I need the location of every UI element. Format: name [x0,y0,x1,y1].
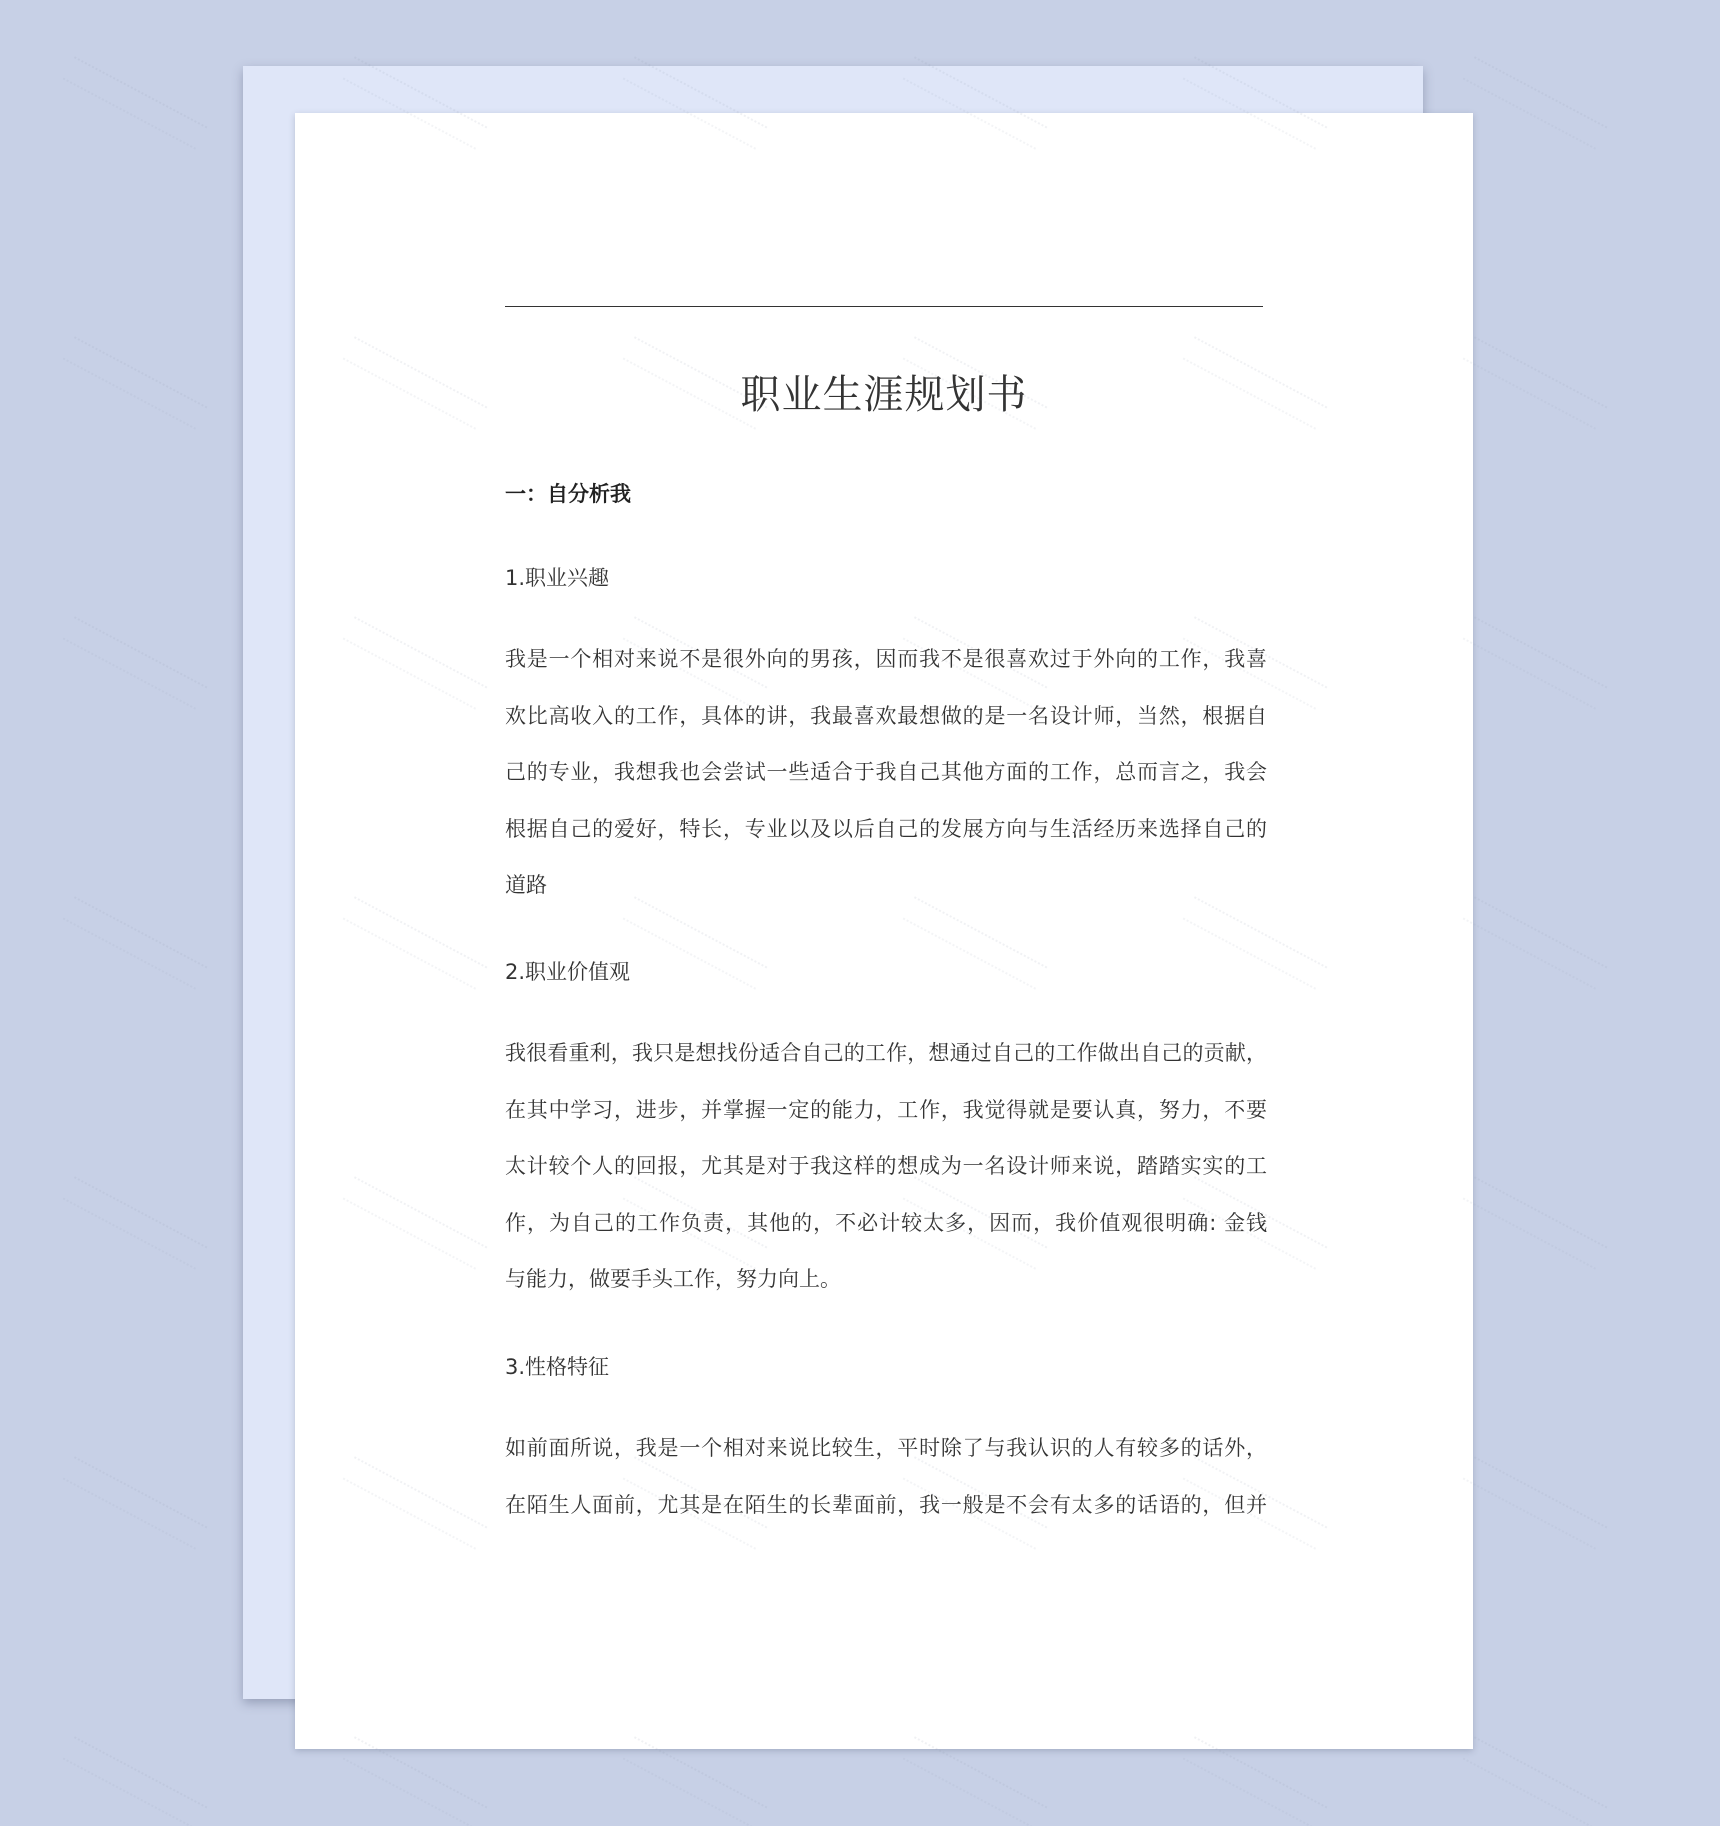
watermark-mark [623,1736,768,1826]
watermark-mark [63,1176,208,1269]
paragraph-line: 根据自己的爱好，特长，专业以及以后自己的发展方向与生活经历来选择自己的 [505,816,1267,841]
paragraph-line: 如前面所说，我是一个相对来说比较生，平时除了与我认识的人有较多的话外， [505,1436,1267,1460]
subheading-personality: 3.性格特征 [505,1355,610,1379]
section-heading: 一：自分析我 [505,482,631,506]
paragraph-line: 道路 [505,873,547,897]
watermark-mark [903,1736,1048,1826]
paragraph-line: 作，为自己的工作负责，其他的，不必计较太多，因而，我价值观很明确: 金钱 [505,1210,1267,1235]
paragraph-line: 太计较个人的回报，尤其是对于我这样的想成为一名设计师来说，踏踏实实的工 [505,1154,1267,1178]
paragraph-personality [505,1420,1267,1533]
watermark-mark [1463,1176,1608,1269]
paragraph-line: 欢比高收入的工作，具体的讲，我最喜欢最想做的是一名设计师，当然，根据自 [505,703,1267,728]
watermark-mark [63,616,208,709]
watermark-mark [63,896,208,989]
watermark-mark [1463,336,1608,429]
header-rule [505,306,1263,307]
paragraph-career-interest [505,631,1267,914]
watermark-mark [343,1736,488,1826]
watermark-mark [63,56,208,149]
document-title: 职业生涯规划书 [740,372,1028,418]
watermark-mark [1463,56,1608,149]
watermark-mark [1183,1736,1328,1826]
document-page [295,113,1473,1749]
paragraph-career-values [505,1025,1267,1308]
watermark-mark [1463,616,1608,709]
watermark-mark [1463,1736,1608,1826]
watermark-mark [63,1736,208,1826]
subheading-career-interest: 1.职业兴趣 [505,566,610,590]
watermark-mark [63,336,208,429]
subheading-career-values: 2.职业价值观 [505,960,631,984]
paragraph-line: 己的专业，我想我也会尝试一些适合于我自己其他方面的工作，总而言之，我会 [505,760,1267,784]
watermark-mark [1463,896,1608,989]
paragraph-line: 在其中学习，进步，并掌握一定的能力，工作，我觉得就是要认真，努力，不要 [505,1097,1267,1122]
paragraph-line: 在陌生人面前，尤其是在陌生的长辈面前，我一般是不会有太多的话语的，但并 [505,1492,1267,1517]
paragraph-line: 与能力，做要手头工作，努力向上。 [505,1267,841,1291]
paragraph-line: 我很看重利，我只是想找份适合自己的工作，想通过自己的工作做出自己的贡献， [505,1041,1267,1065]
watermark-mark [63,1456,208,1549]
paragraph-line: 我是一个相对来说不是很外向的男孩，因而我不是很喜欢过于外向的工作，我喜 [505,647,1267,671]
watermark-mark [1463,1456,1608,1549]
